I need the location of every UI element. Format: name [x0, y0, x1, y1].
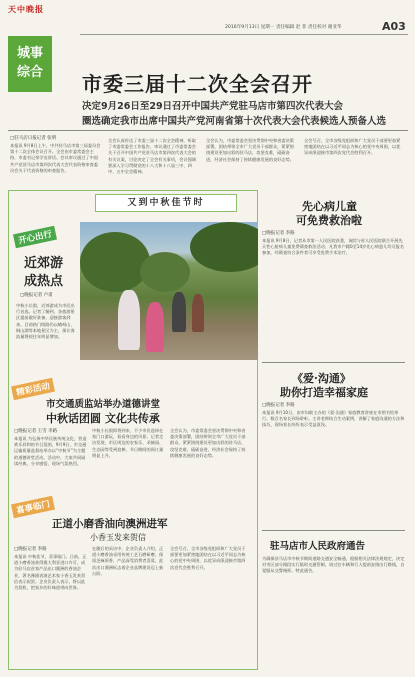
sesame-oil-title-line1: 正道小磨香油向澳洲进军 [52, 518, 168, 530]
lead-column-3: 全会认为，市委常委会坚决贯彻中央和省委决策部署，团结带领全市广大党员干部群众，紧紧围绕建设更加出彩的驻马店，攻坚克难，砥砺奋进，经济社会保持了持续健康发展的良好态势。 [206, 138, 294, 162]
outing-intro: 中秋小长假，近郊游成为市民出行首选。记者了解到，各旅游景区提前做好准备，迎接游客到来。目前热门线路仍以嵖岈山、铜山湖等本地景区为主，预计客流量将较往年明显增加。 [16, 303, 75, 340]
section-label-line2: 综合 [16, 65, 43, 80]
header-rule [80, 34, 408, 35]
love-byline: □晚报记者 李路 [262, 403, 295, 408]
tag-good-news: 喜事临门 [11, 496, 55, 518]
page-number: A03 [382, 20, 406, 33]
sesame-oil-byline: □晚报记者 李路 [14, 547, 47, 552]
outing-title-line2: 成热点 [24, 274, 64, 289]
tag-outing: 开心出行 [13, 226, 57, 248]
notice-body: 为确保驻马店市中秋节期间道路交通安全畅通，根据相关法律法规规定，决定对市区部分路段实行临时交通管制，请过往车辆和行人提前安排出行路线，自觉服从交警指挥。特此通告。 [262, 556, 405, 574]
right-rule-1 [262, 362, 405, 363]
activity-column-3: 全会认为，市委常委会坚决贯彻中央和省委决策部署，团结带领全市广大党员干部群众，紧紧围绕建设更加出彩的驻马店，攻坚克难，砥砺奋进，经济社会保持了持续健康发展的良好态势。 [170, 428, 246, 458]
outing-byline: □晚报记者 卢甫 [20, 293, 53, 298]
chd-title-line1: 先心病儿童 [302, 200, 357, 213]
sesame-oil-column-3: 全会号召，全市各级党组织和广大党员干部要更加紧密地团结在以习近平同志为核心的党中央周围，以优异成绩迎接市第四次党代会胜利召开。 [170, 546, 246, 570]
sesame-oil-title-line2: 小香玉发来贺信 [90, 533, 146, 542]
lead-byline: □驻马店日报记者 张明 [10, 136, 57, 141]
sesame-oil-column-2: 在随后的采访中，企业负责人介绍，正道小磨香油采用传统工艺石磨研磨，保留芝麻原香，产品深受消费者喜爱，此次出口澳洲标志着企业品牌建设迈上新台阶。 [92, 546, 164, 576]
right-rule-2 [262, 530, 405, 531]
section-label-line1: 城事 [16, 46, 43, 61]
lead-column-1: 本报讯 9月8日上午，中共驻马店市第三届委员会第十二次全体会议召开。全会由市委常委会主持，市委书记余学友讲话。会议审议通过了中国共产党驻马店市第四次代表大会代表资格审查委员会关于代表资格的审查报告。 [10, 143, 101, 173]
activity-column-2: 中秋小长假即将到来，不少市民选择在家门口游玩，看看身边的风景。记者走访发现，市区周边的农家乐、采摘园、生态园等受到追捧，节日期间的预订量明显上升。 [92, 428, 164, 458]
outing-title-line1: 近郊游 [24, 256, 64, 271]
love-title-line2: 助你打造幸福家庭 [280, 386, 368, 399]
lead-deck-1: 决定9月26日至29日召开中国共产党驻马店市第四次代表大会 [82, 101, 344, 112]
lead-column-4: 全会号召，全市各级党组织和广大党员干部要更加紧密地团结在以习近平同志为核心的党中央周围，以优异成绩迎接市第四次党代会胜利召开。 [304, 138, 401, 156]
masthead-logo: 天中晚报 [8, 5, 44, 14]
sesame-oil-column-1: 本报讯 中秋佳节，喜事临门。日前，正道小磨香油获得澳大利亚进口许可，成为驻马店首家产品出口澳洲的香油企业，著名豫剧表演艺术家小香玉发来贺信表示祝贺。企业负责人表示，将以此为契机，把家乡的好味道带向世界。 [14, 554, 87, 591]
lead-rule [8, 130, 408, 131]
activity-column-1: 本报讯 为弘扬中华民族传统文化，营造欢乐祥和的节日氛围，9月9日，市交通运输质量监督站举办以“中秋节”为主题的道德讲堂活动。活动中，大家共同诵读经典，分享感悟，现场气氛热烈。 [14, 436, 87, 466]
outing-photo [80, 222, 258, 360]
love-title-line1: 《爱·沟通》 [292, 372, 351, 385]
notice-title: 驻马店市人民政府通告 [270, 541, 366, 552]
issue-date: 2016年9月13日 星期一 责任编辑 赵 菲 责任校对 谢亚华 [225, 25, 342, 30]
love-body: 本报讯 9月10日，由市妇联主办的《爱·沟通》家庭教育讲座在市图书馆举行，数百名家长到场聆听。主讲老师结合生动案例，讲解了家庭沟通的方法和技巧，现场家长纷纷表示受益匪浅。 [262, 410, 405, 428]
lead-headline: 市委三届十二次全会召开 [82, 72, 313, 96]
feature-banner: 又到中秋佳节时 [95, 194, 237, 212]
tag-activity: 精彩活动 [11, 378, 55, 400]
activity-title-line2: 中秋话团圆 文化共传承 [46, 412, 160, 425]
section-label [8, 36, 52, 92]
lead-deck-2: 圈选确定我市出席中国共产党河南省第十次代表大会代表候选人预备人选 [82, 116, 387, 127]
lead-column-2: 全会认真传达了市委三届十二次全会精神，听取了市委常委会工作报告，审议通过了市委常委会关于召开中国共产党驻马店市第四次代表大会的有关议案，讨论决定了全会有关事项，会议强调要深入学习贯彻党的十八大和十八届三中、四中、五中全会精神。 [108, 138, 196, 175]
activity-title-line1: 市交通质监站举办道德讲堂 [46, 399, 161, 410]
chd-body: 本报讯 9月8日，记者从市第一人民医院获悉，该院与省人民医院联合开展先天性心脏病儿童免费筛查救治活动，凡我市户籍0至14岁先心病患儿均可报名参加，经筛查符合条件者可享受免费手术治疗。 [262, 238, 404, 256]
activity-byline: □晚报记者 王雪 李路 [14, 429, 58, 434]
chd-byline: □晚报记者 李路 [262, 231, 295, 236]
chd-title-line2: 可免费救治啦 [296, 214, 362, 227]
